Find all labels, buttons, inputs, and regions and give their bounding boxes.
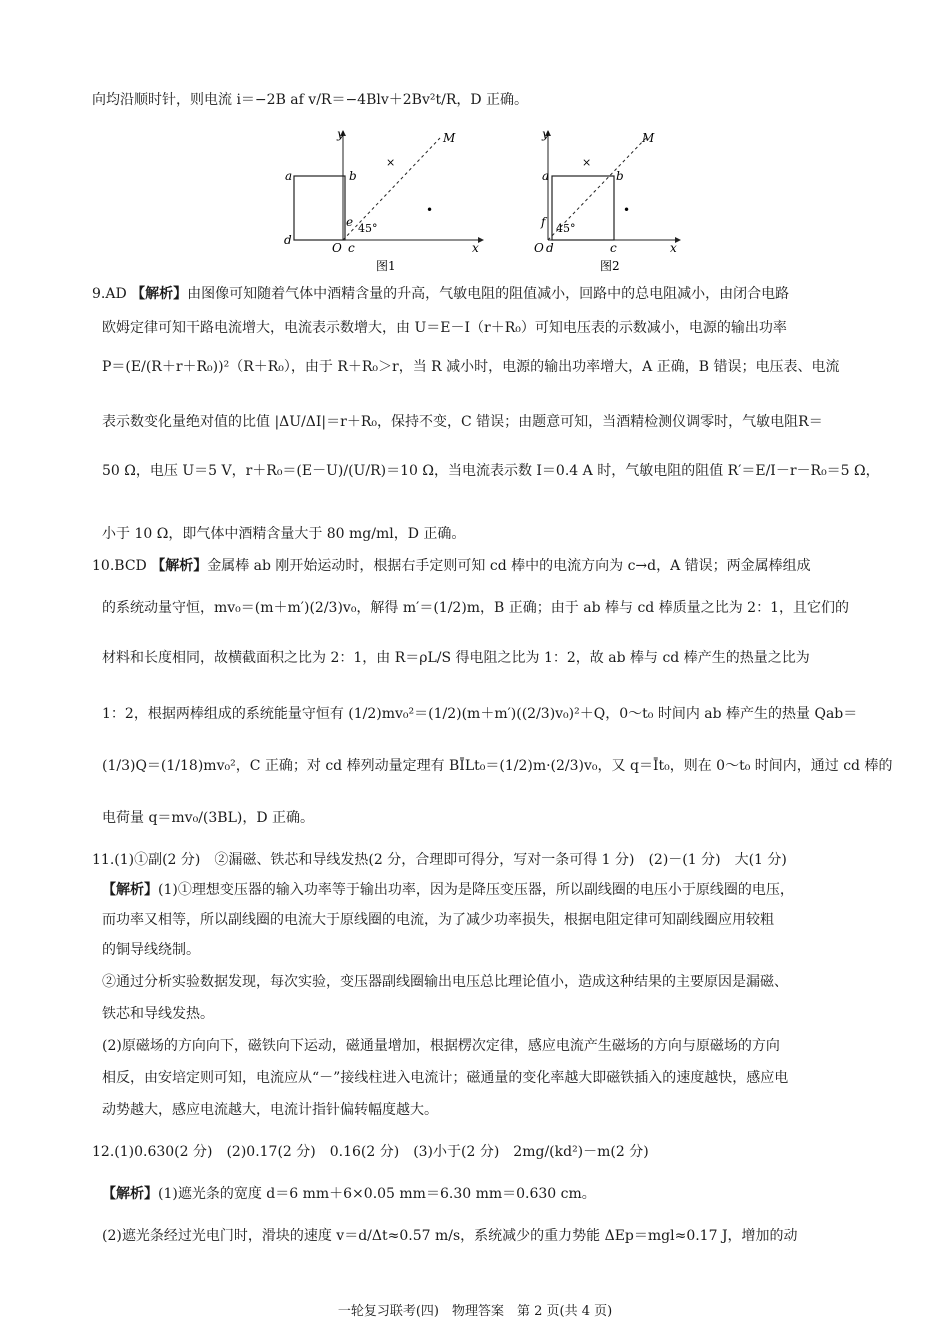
q11-line-3: 的铜导线绕制。 <box>102 942 200 958</box>
q12-analysis-tag: 【解析】 <box>102 1186 158 1202</box>
q9-answer: 9.AD <box>92 286 127 302</box>
q12-text: (1)遮光条的宽度 d＝6 mm＋6×0.05 mm＝6.30 mm＝0.630 cm。 <box>158 1186 596 1202</box>
q11-text: (1)①理想变压器的输入功率等于输出功率，因为是降压变压器，所以副线圈的电压小于原线圈的电压， <box>158 882 794 898</box>
q12-line-2: (2)遮光条经过光电门时，滑块的速度 v＝d/Δt≈0.57 m/s，系统减少的重力势能 ΔEp＝mgl≈0.17 J，增加的动 <box>102 1228 798 1244</box>
fig1-label: M <box>443 131 456 145</box>
fig2-label: d <box>546 241 554 255</box>
fig2-label: × <box>582 156 592 169</box>
q10-line-1 <box>92 556 880 576</box>
fig2-label: b <box>616 169 624 183</box>
fig1-label: × <box>386 156 396 169</box>
q9-line-4: 表示数变化量绝对值的比值 |ΔU/ΔI|＝r＋R₀，保持不变，C 错误；由题意可知，当酒精检测仪调零时，气敏电阻R＝ <box>102 414 823 430</box>
fig1-label: e <box>346 215 354 229</box>
q11-line-7: 相反，由安培定则可知，电流应从“－”接线柱进入电流计；磁通量的变化率越大即磁铁插入的速度越快，感应电 <box>102 1070 789 1086</box>
fig1-label: c <box>348 241 355 255</box>
figure-2 <box>530 128 685 273</box>
q9-line-1 <box>92 284 880 304</box>
q11-line-5: 铁芯和导线发热。 <box>102 1006 214 1022</box>
q9-line-3: P＝(E/(R＋r＋R₀))²（R＋R₀），由于 R＋R₀＞r，当 R 减小时，电源的输出功率增大，A 正确，B 错误；电压表、电流 <box>102 359 840 375</box>
fig2-label: f <box>541 215 546 229</box>
q11-line-1 <box>102 880 880 900</box>
intro-line: 向均沿顺时针，则电流 i＝−2B af v/R＝−4Blv＋2Bv²t/R，D 正确。 <box>92 92 529 108</box>
fig2-label: M <box>642 131 655 145</box>
q12-line-1 <box>102 1184 880 1204</box>
q10-line-3: 材料和长度相同，故横截面积之比为 2：1，由 R＝ρL/S 得电阻之比为 1：2，故 ab 棒与 cd 棒产生的热量之比为 <box>102 650 810 666</box>
fig1-label: y <box>337 128 344 141</box>
q12-answer: 12.(1)0.630(2 分) (2)0.17(2 分) 0.16(2 分) (3)小于(2 分) 2mg/(kd²)－m(2 分) <box>92 1144 649 1160</box>
fig2-label: a <box>542 169 550 183</box>
fig2-label: x <box>670 241 677 255</box>
q9-text: 由图像可知随着气体中酒精含量的升高，气敏电阻的阻值减小，回路中的总电阻减小，由闭合电路 <box>187 286 790 302</box>
q10-line-2: 的系统动量守恒，mv₀＝(m＋m′)(2/3)v₀，解得 m′＝(1/2)m，B 正确；由于 ab 棒与 cd 棒质量之比为 2：1，且它们的 <box>102 600 849 616</box>
q10-line-5: (1/3)Q＝(1/18)mv₀²，C 正确；对 cd 棒列动量定理有 BĪLt₀＝(1/2)m·(2/3)v₀，又 q＝Īt₀，则在 0～t₀ 时间内，通过 cd 棒的 <box>102 758 893 774</box>
q11-line-2: 而功率又相等，所以副线圈的电流大于原线圈的电流，为了减少功率损失，根据电阻定律可知副线圈应用较粗 <box>102 912 774 928</box>
fig1-label: • <box>426 203 434 217</box>
fig1-label: b <box>349 169 357 183</box>
page-footer: 一轮复习联考(四) 物理答案 第 2 页(共 4 页) <box>337 1304 613 1319</box>
q11-line-6: (2)原磁场的方向向下，磁铁向下运动，磁通量增加，根据楞次定律，感应电流产生磁场的方向与原磁场的方向 <box>102 1038 780 1054</box>
fig2-label: 45° <box>556 222 576 235</box>
fig1-label: d <box>284 233 292 247</box>
q10-line-6: 电荷量 q＝mv₀/(3BL)，D 正确。 <box>102 810 315 826</box>
q11-line-4: ②通过分析实验数据发现，每次实验，变压器副线圈输出电压总比理论值小，造成这种结果的主要原因是漏磁、 <box>102 974 788 990</box>
fig2-caption: 图2 <box>600 259 620 273</box>
q9-analysis-tag: 【解析】 <box>131 286 188 302</box>
fig2-label: • <box>623 203 631 217</box>
q9-line-2: 欧姆定律可知干路电流增大，电流表示数增大，由 U＝E－I（r＋R₀）可知电压表的示数减小，电源的输出功率 <box>102 320 787 336</box>
q9-line-5: 50 Ω，电压 U＝5 V，r＋R₀＝(E－U)/(U/R)＝10 Ω，当电流表示数 I＝0.4 A 时，气敏电阻的阻值 R′＝E/I－r－R₀＝5 Ω， <box>102 463 880 479</box>
q11-answer: 11.(1)①副(2 分) ②漏磁、铁芯和导线发热(2 分，合理即可得分，写对一条可得 1 分) (2)－(1 分) 大(1 分) <box>92 852 787 868</box>
fig1-label: a <box>285 169 293 183</box>
fig1-label: O <box>332 241 342 255</box>
fig1-label: x <box>472 241 479 255</box>
q10-answer: 10.BCD <box>92 558 147 574</box>
figure-1 <box>280 128 485 273</box>
fig1-label: 45° <box>358 222 378 235</box>
fig2-label: O <box>534 241 544 255</box>
q9-line-6: 小于 10 Ω，即气体中酒精含量大于 80 mg/ml，D 正确。 <box>102 526 466 542</box>
q10-analysis-tag: 【解析】 <box>151 558 208 574</box>
q10-text: 金属棒 ab 刚开始运动时，根据右手定则可知 cd 棒中的电流方向为 c→d，A 错误；两金属棒组成 <box>207 558 811 574</box>
q11-analysis-tag: 【解析】 <box>102 882 158 898</box>
q10-line-4: 1：2，根据两棒组成的系统能量守恒有 (1/2)mv₀²＝(1/2)(m＋m′)((2/3)v₀)²＋Q，0～t₀ 时间内 ab 棒产生的热量 Qab＝ <box>102 706 858 722</box>
fig1-caption: 图1 <box>376 259 396 273</box>
fig2-label: y <box>542 128 549 141</box>
fig2-label: c <box>610 241 617 255</box>
q11-line-8: 动势越大，感应电流越大，电流计指针偏转幅度越大。 <box>102 1102 438 1118</box>
